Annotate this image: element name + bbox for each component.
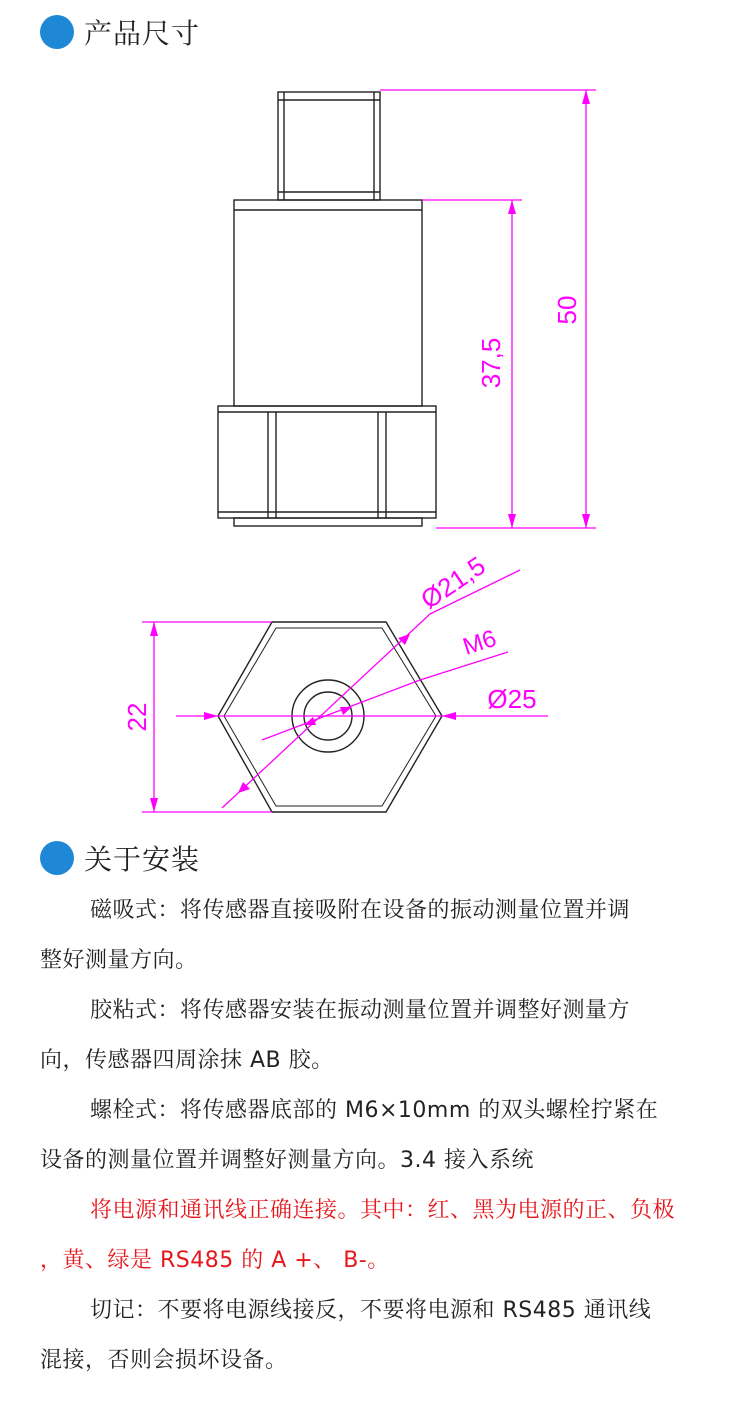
dim-total-height: 50 — [552, 295, 582, 325]
sensor-body — [234, 200, 422, 406]
install-bolt — [40, 1086, 710, 1186]
para-line: 切记：不要将电源线接反，不要将电源和 RS485 通讯线 — [90, 1298, 652, 1323]
dim-diameter-outer: Ø25 — [487, 684, 537, 714]
dim-body-height: 37,5 — [476, 337, 506, 389]
section-title: 关于安装 — [84, 843, 201, 876]
install-adhesive — [40, 986, 710, 1086]
section-title: 产品尺寸 — [84, 17, 201, 50]
dimension-drawing — [0, 60, 750, 830]
para-line: 螺栓式：将传感器底部的 M6×10mm 的双头螺栓拧紧在 — [90, 1098, 659, 1123]
thread-stud — [278, 92, 380, 200]
dim-flat-width: 22 — [122, 702, 152, 732]
para-line: 磁吸式：将传感器直接吸附在设备的振动测量位置并调 — [90, 898, 631, 923]
para-line: 向，传感器四周涂抹 AB 胶。 — [40, 1048, 334, 1073]
install-caution — [40, 1286, 710, 1386]
base-washer — [234, 518, 422, 526]
para-line: 将电源和通讯线正确连接。其中：红、黑为电源的正、负极 — [90, 1198, 676, 1223]
dim-diameter-inner: Ø21,5 — [415, 550, 491, 615]
hex-outline — [218, 622, 442, 812]
bullet-dot-icon — [40, 841, 74, 875]
install-wiring-warning — [40, 1186, 710, 1286]
para-line: 胶粘式：将传感器安装在振动测量位置并调整好测量方 — [90, 998, 631, 1023]
para-line: 设备的测量位置并调整好测量方向。3.4 接入系统 — [40, 1148, 534, 1173]
bullet-dot-icon — [40, 15, 74, 49]
para-line: 混接，否则会损坏设备。 — [40, 1348, 288, 1373]
hex-nut-side — [218, 406, 436, 518]
install-magnetic — [40, 886, 710, 986]
section-header-size — [40, 12, 200, 52]
section-header-install — [40, 838, 200, 878]
dim-thread: M6 — [459, 624, 500, 661]
para-line: 整好测量方向。 — [40, 948, 198, 973]
para-line: ，黄、绿是 RS485 的 A +、 B-。 — [40, 1248, 390, 1273]
